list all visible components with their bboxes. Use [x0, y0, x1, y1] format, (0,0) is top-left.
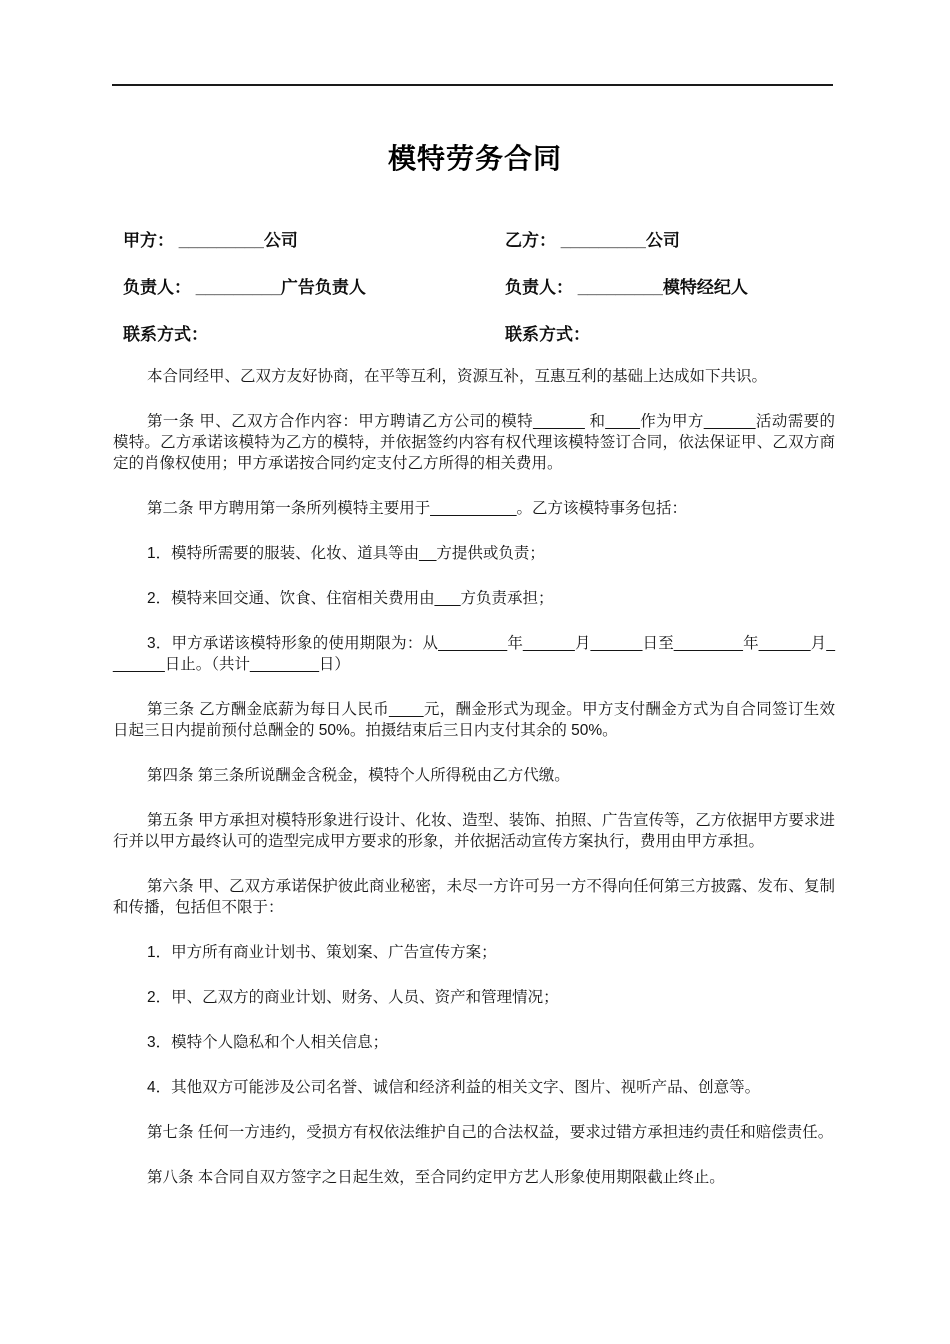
party-a-manager-line: 负责人： _________广告负责人 — [123, 278, 366, 297]
article-2: 第二条 甲方聘用第一条所列模特主要用于__________。乙方该模特事务包括： — [147, 500, 688, 517]
document-title: 模特劳务合同 — [387, 143, 562, 174]
intro-paragraph: 本合同经甲、乙双方友好协商，在平等互利，资源互补，互惠互利的基础上达成如下共识。 — [147, 368, 768, 385]
article-6: 第六条 甲、乙双方承诺保护彼此商业秘密，未尽一方许可另一方不得向任何第三方披露、发布、复制和传播，包括但不限于： — [113, 878, 835, 916]
article-8: 第八条 本合同自双方签字之日起生效，至合同约定甲方艺人形象使用期限截止终止。 — [147, 1169, 725, 1186]
article-6-item-4: 4．其他双方可能涉及公司名誉、诚信和经济利益的相关文字、图片、视听产品、创意等。 — [147, 1079, 761, 1096]
party-b-contact-line: 联系方式： — [505, 325, 590, 344]
article-6-item-1: 1．甲方所有商业计划书、策划案、广告宣传方案； — [147, 944, 497, 961]
party-b-manager-line: 负责人： _________模特经纪人 — [505, 278, 748, 297]
party-b-name-line: 乙方： _________公司 — [505, 231, 680, 250]
article-5: 第五条 甲方承担对模特形象进行设计、化妆、造型、装饰、拍照、广告宣传等，乙方依据甲方要求进行并以甲方最终认可的造型完成甲方要求的形象，并依据活动宣传方案执行，费用由甲方承担。 — [113, 812, 835, 850]
article-2-item-3: 3．甲方承诺该模特形象的使用期限为：从________年______月______日至________年______月_______日止。（共计________日） — [113, 635, 835, 673]
party-a-contact-line: 联系方式： — [123, 325, 208, 344]
contract-body — [113, 366, 835, 1188]
article-1: 第一条 甲、乙双方合作内容：甲方聘请乙方公司的模特______ 和____作为甲方______活动需要的模特。乙方承诺该模特为乙方的模特，并依据签约内容有权代理该模特签订合同，依法保证甲、乙双方商定的肖像权使用；甲方承诺按合同约定支付乙方所得的相关费用。 — [113, 413, 835, 472]
article-6-item-2: 2．甲、乙双方的商业计划、财务、人员、资产和管理情况； — [147, 989, 559, 1006]
header-rule-divider — [112, 84, 833, 86]
party-a-name-line: 甲方： _________公司 — [123, 231, 298, 250]
article-3: 第三条 乙方酬金底薪为每日人民币____元，酬金形式为现金。甲方支付酬金方式为自合同签订生效日起三日内提前预付总酬金的 50%。拍摄结束后三日内支付其余的 50%。 — [113, 701, 835, 739]
article-2-item-1: 1．模特所需要的服装、化妆、道具等由__方提供或负责； — [147, 545, 545, 562]
article-7: 第七条 任何一方违约，受损方有权依法维护自己的合法权益，要求过错方承担违约责任和赔偿责任。 — [147, 1124, 834, 1141]
article-6-item-3: 3．模特个人隐私和个人相关信息； — [147, 1034, 389, 1051]
article-2-item-2: 2．模特来回交通、饮食、住宿相关费用由___方负责承担； — [147, 590, 554, 607]
article-4: 第四条 第三条所说酬金含税金，模特个人所得税由乙方代缴。 — [147, 767, 570, 784]
parties-block — [123, 230, 835, 345]
